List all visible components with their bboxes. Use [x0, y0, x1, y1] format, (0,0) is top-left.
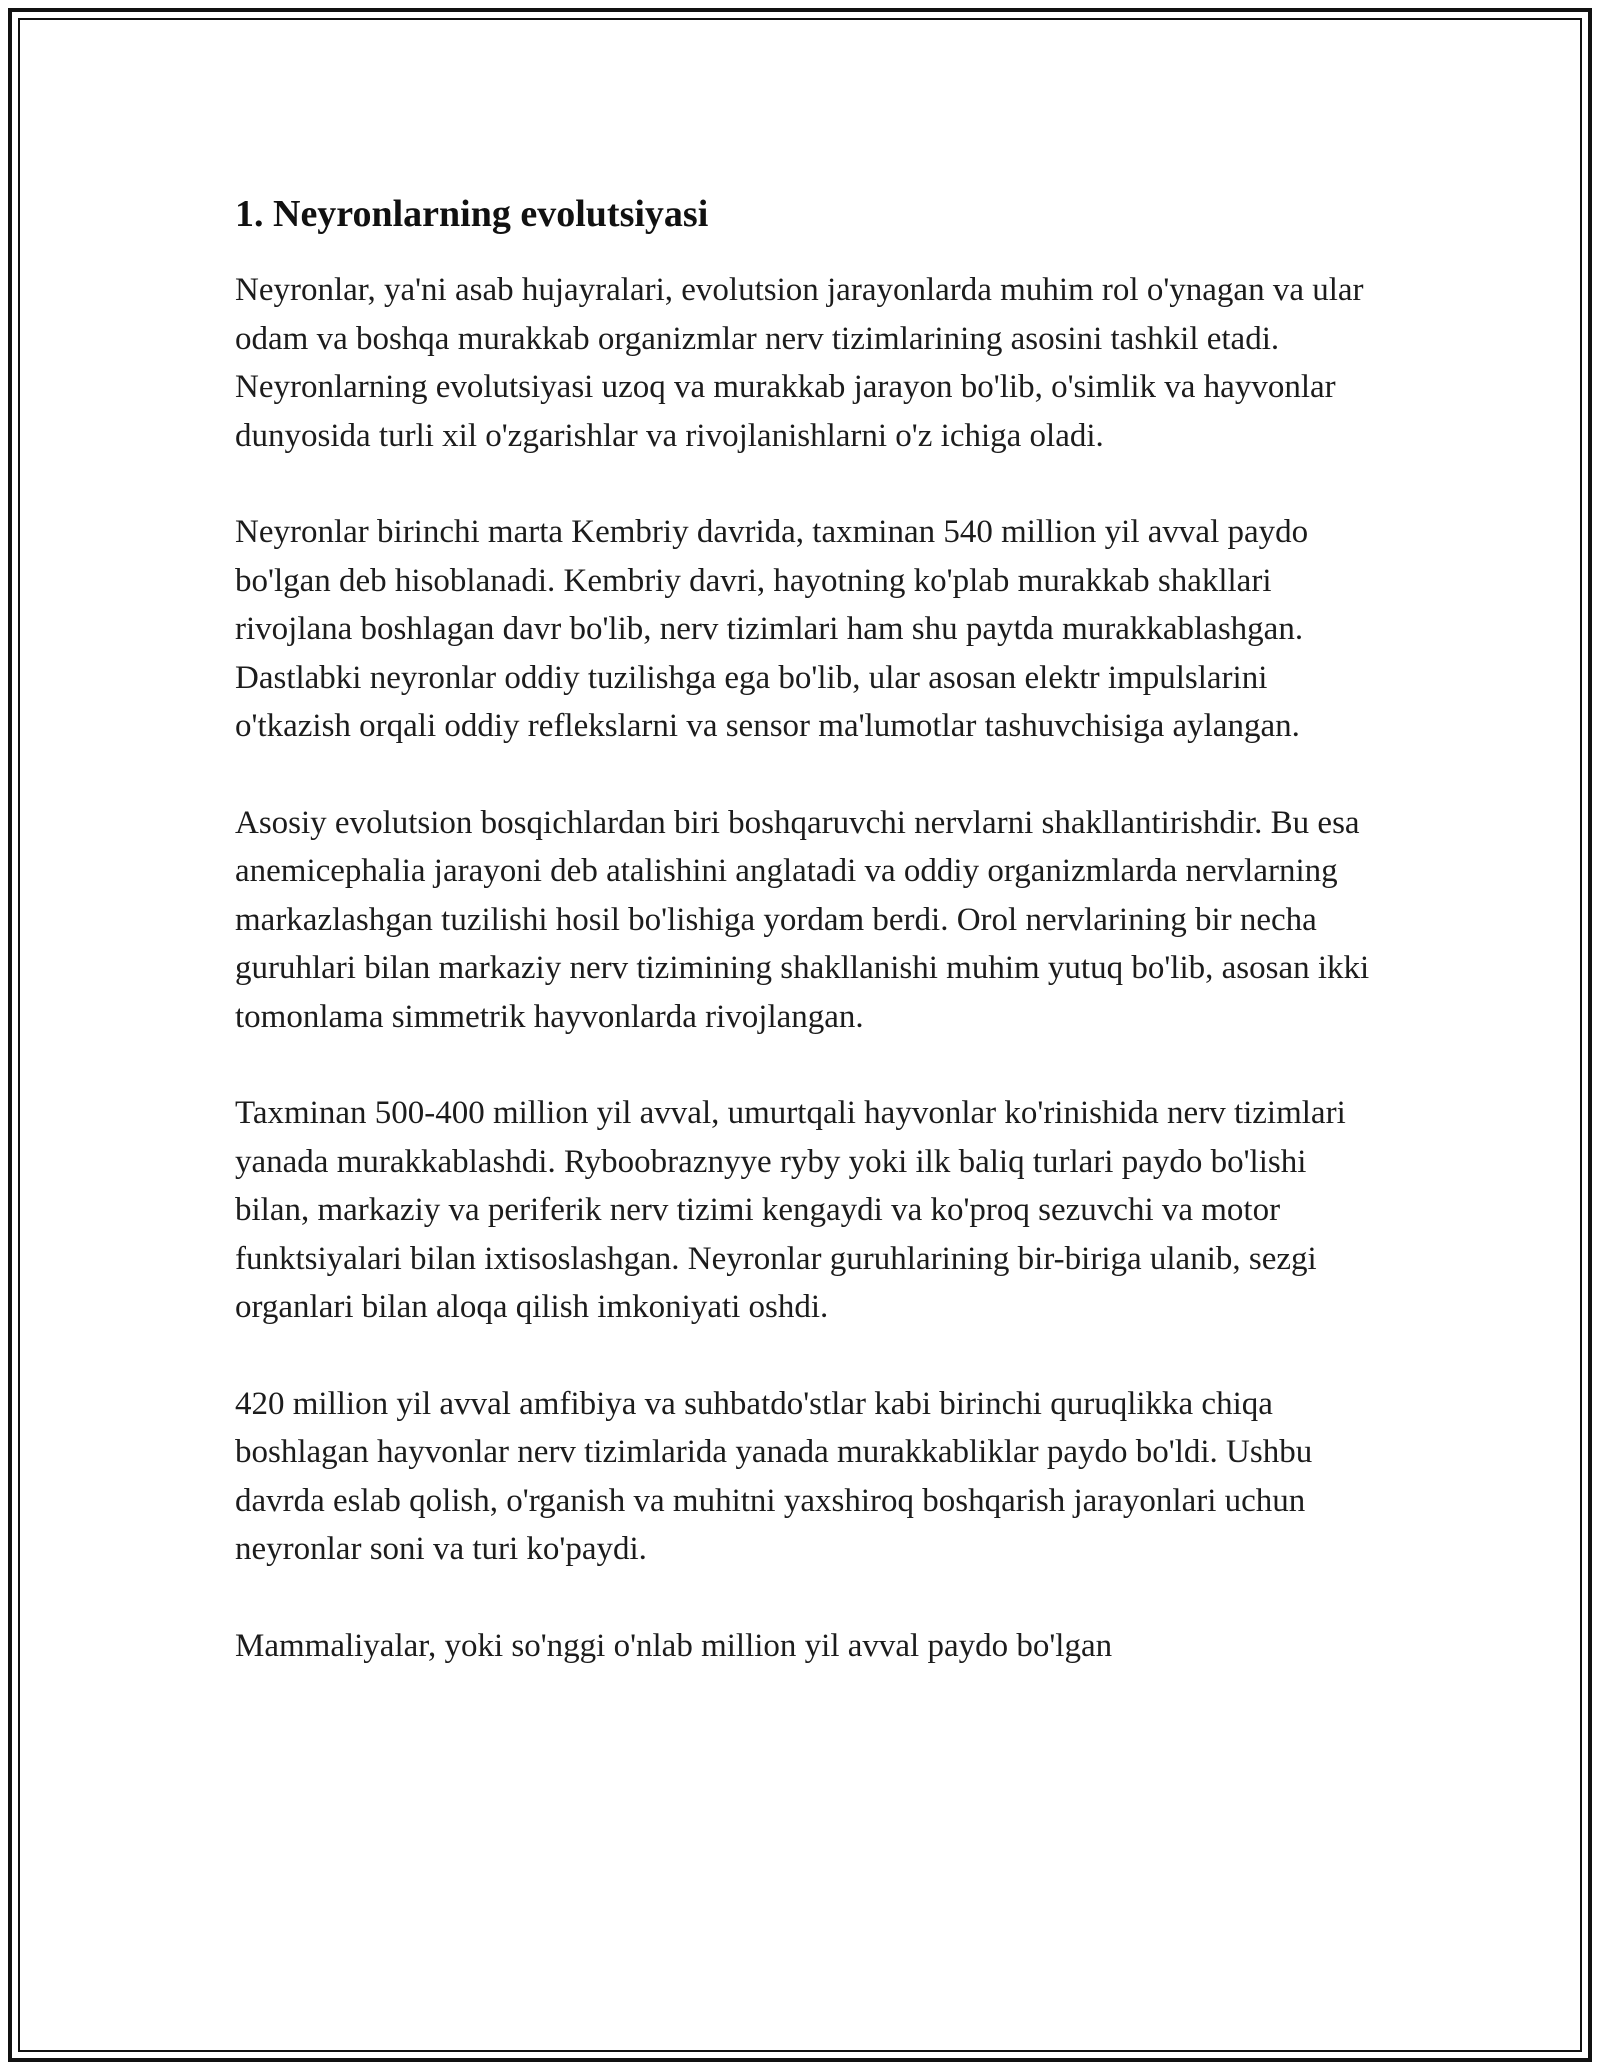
paragraph-2: Neyronlar birinchi marta Kembriy davrida, taxminan 540 million yil avval paydo bo'lgan deb hisoblanadi. Kembriy davri, hayotning ko'plab murakkab shakllari rivojlana boshlagan davr bo'lib, nerv tizimlari ham shu paytda murakkablashgan. Dastlabki neyronlar oddiy tuzilishga ega bo'lib, ular asosan elektr impulslarini o'tkazish orqali oddiy reflekslarni va sensor ma'lumotlar tashuvchisiga aylangan. [235, 514, 1309, 744]
paragraph-6: Mammaliyalar, yoki so'nggi o'nlab million yil avval paydo bo'lgan [235, 1627, 1113, 1664]
paragraph-3: Asosiy evolutsion bosqichlardan biri boshqaruvchi nervlarni shakllantirishdir. Bu esa anemicephalia jarayoni deb atalishini anglatadi va oddiy organizmlarda nervlarning markazlashgan tuzilishi hosil bo'lishiga yordam berdi. Orol nervlarining bir necha guruhlari bilan markaziy nerv tizimining shakllanishi muhim yutuq bo'lib, asosan ikki tomonlama simmetrik hayvonlarda rivojlangan. [235, 804, 1370, 1035]
paragraph-1: Neyronlar, ya'ni asab hujayralari, evolutsion jarayonlarda muhim rol o'ynagan va ular odam va boshqa murakkab organizmlar nerv tizimlarining asosini tashkil etadi. Neyronlarning evolutsiyasi uzoq va murakkab jarayon bo'lib, o'simlik va hayvonlar dunyosida turli xil o'zgarishlar va rivojlanishlarni o'z ichiga oladi. [235, 272, 1364, 454]
paragraph-5: 420 million yil avval amfibiya va suhbatdo'stlar kabi birinchi quruqlikka chiqa boshlagan hayvonlar nerv tizimlarida yanada murakkabliklar paydo bo'ldi. Ushbu davrda eslab qolish, o'rganish va muhitni yaxshiroq boshqarish jarayonlari uchun neyronlar soni va turi ko'paydi. [235, 1385, 1313, 1567]
document-page [235, 190, 1385, 1718]
section-title: 1. Neyronlarning evolutsiyasi [235, 193, 709, 235]
paragraph-4: Taxminan 500-400 million yil avval, umurtqali hayvonlar ko'rinishida nerv tizimlari yanada murakkablashdi. Ryboobraznyye ryby yoki ilk baliq turlari paydo bo'lishi bilan, markaziy va periferik nerv tizimi kengaydi va ko'proq sezuvchi va motor funktsiyalari bilan ixtisoslashgan. Neyronlar guruhlarining bir-biriga ulanib, sezgi organlari bilan aloqa qilish imkoniyati oshdi. [235, 1095, 1346, 1325]
